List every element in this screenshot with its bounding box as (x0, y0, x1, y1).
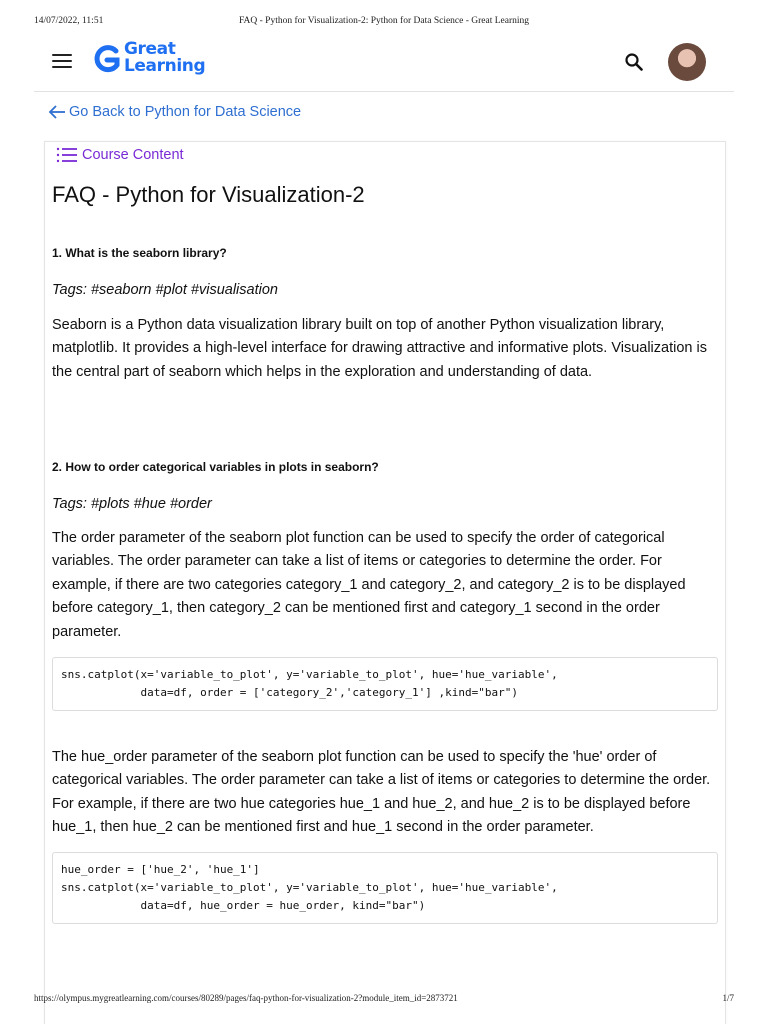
list-icon (56, 147, 78, 163)
back-to-course-link[interactable] (48, 104, 301, 120)
logo-line-great: Great (124, 39, 176, 59)
arrow-left-icon (48, 105, 66, 119)
logo-text (124, 41, 205, 74)
page-title: FAQ - Python for Visualization-2 (52, 182, 365, 207)
print-footer (34, 993, 734, 1007)
faq-answer-1: Seaborn is a Python data visualization library built on top of another Python visualization library, matplotlib. It provides a high-level interface for drawing attractive and informative plots. Visualization is the central part of seaborn which helps in the exploration and understanding of data. (52, 317, 707, 380)
print-url: https://olympus.mygreatlearning.com/courses/80289/pages/faq-python-for-visualization-2?module_item_id=2873721 (34, 993, 458, 1003)
content-card (44, 141, 726, 1024)
back-link-label: Go Back to Python for Data Science (69, 104, 302, 120)
hamburger-menu-icon[interactable] (52, 54, 72, 70)
print-datetime: 14/07/2022, 11:51 (34, 16, 104, 26)
search-icon[interactable] (624, 52, 644, 72)
faq-question-1: 1. What is the seaborn library? (52, 246, 227, 260)
course-content-button[interactable] (56, 147, 184, 163)
code-block-2: hue_order = ['hue_2', 'hue_1'] sns.catplot(x='variable_to_plot', y='variable_to_plot', hue='hue_variable', data=df, hue_order = hue_order, kind="bar") (52, 852, 718, 924)
great-learning-logo[interactable] (93, 40, 213, 80)
print-doc-title: FAQ - Python for Visualization-2: Python for Data Science - Great Learning (238, 16, 530, 26)
top-navigation-bar (34, 34, 734, 92)
print-header (34, 16, 734, 30)
logo-line-learning: Learning (124, 55, 206, 76)
code-block-1: sns.catplot(x='variable_to_plot', y='variable_to_plot', hue='hue_variable', data=df, order = ['category_2','category_1'] ,kind="bar") (52, 657, 718, 711)
faq-answer-2: The order parameter of the seaborn plot function can be used to specify the order of categorical variables. The order parameter can take a list of items or categories to determine the order. For example, if there are two categories category_1 and category_2, and category_2 is to be displayed before category_1, then category_2 can be mentioned first and category_1 second in the order parameter. (52, 530, 686, 640)
print-page-number: 1/7 (722, 993, 734, 1003)
user-avatar[interactable] (668, 43, 706, 81)
faq-question-2: 2. How to order categorical variables in plots in seaborn? (52, 460, 379, 474)
course-content-label: Course Content (82, 147, 184, 163)
faq-tags-1: Tags: #seaborn #plot #visualisation (52, 282, 278, 298)
logo-g-icon (93, 43, 121, 77)
faq-answer-2-hue: The hue_order parameter of the seaborn plot function can be used to specify the 'hue' order of categorical variables. The order parameter can take a list of items or categories to determine the order. For example, if there are two hue categories hue_1 and hue_2, and hue_2 is to be displayed before hue_1, then hue_2 can be mentioned first and hue_1 second in the order parameter. (52, 749, 711, 836)
faq-tags-2: Tags: #plots #hue #order (52, 496, 212, 512)
